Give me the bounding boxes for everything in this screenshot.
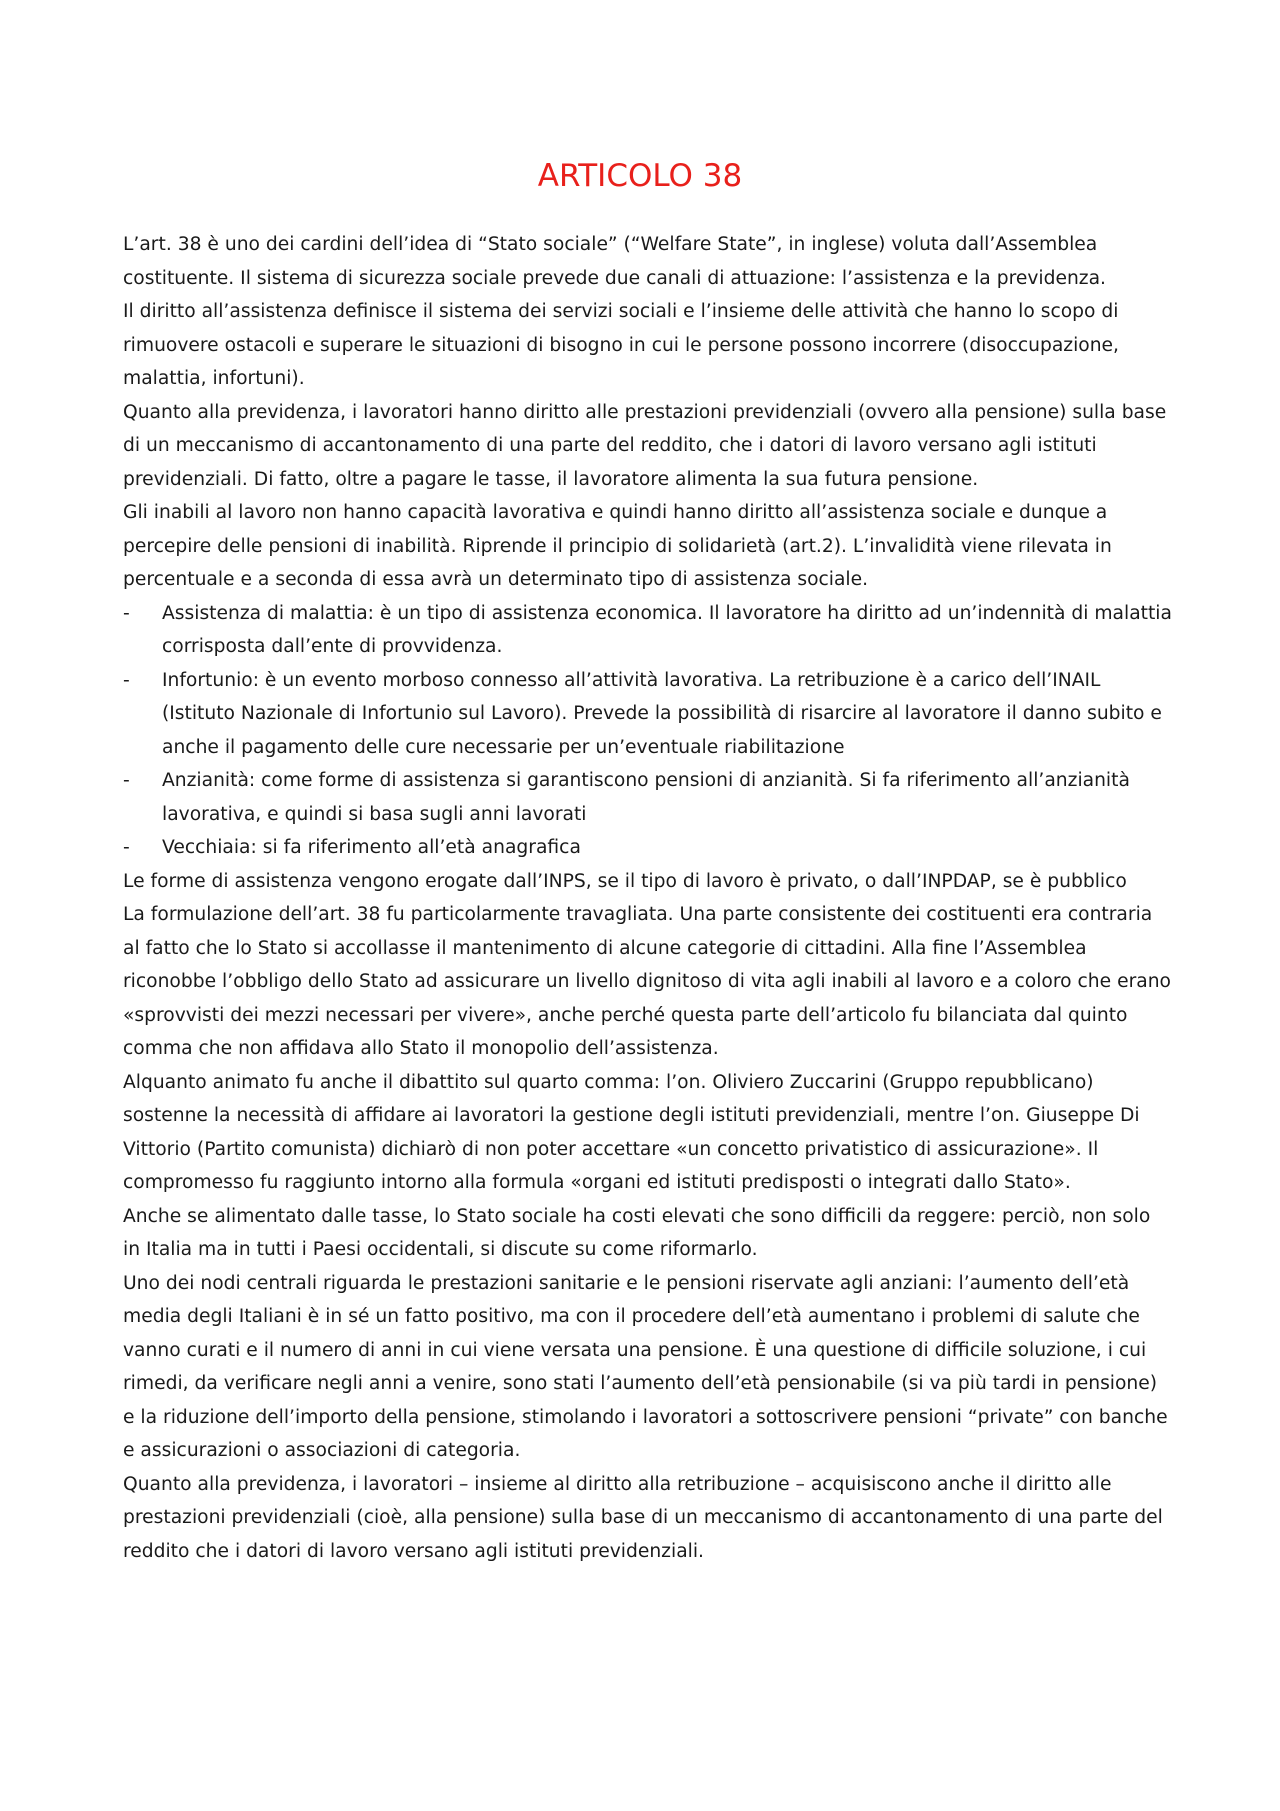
paragraph: Anche se alimentato dalle tasse, lo Stato sociale ha costi elevati che sono difficili da reggere: perciò, non solo in Italia ma in tutti i Paesi occidentali, si discute su come riformarlo.	[123, 1205, 1151, 1260]
list-item-text: Anzianità: come forme di assistenza si garantiscono pensioni di anzianità. Si fa riferimento all’anzianità lavorativa, e quindi si basa sugli anni lavorati	[162, 770, 1130, 825]
list-item-text: Vecchiaia: si fa riferimento all’età anagrafica	[162, 837, 581, 858]
paragraph: Quanto alla previdenza, i lavoratori hanno diritto alle prestazioni previdenziali (ovvero alla pensione) sulla base di un meccanismo di accantonamento di una parte del reddito, che i datori di lavoro versano agli istituti previdenziali. Di fatto, oltre a pagare le tasse, il lavoratore alimenta la sua futura pensione.	[123, 401, 1167, 490]
bullet-dash: -	[123, 770, 130, 791]
list-item	[123, 664, 1173, 765]
list-item	[123, 764, 1173, 831]
paragraph: Uno dei nodi centrali riguarda le prestazioni sanitarie e le pensioni riservate agli anziani: l’aumento dell’età media degli Italiani è in sé un fatto positivo, ma con il procedere dell’età aumentano i problemi di salute che vanno curati e il numero di anni in cui viene versata una pensione. È una questione di difficile soluzione, i cui rimedi, da verificare negli anni a venire, sono stati l’aumento dell’età pensionabile (si va più tardi in pensione) e la riduzione dell’importo della pensione, stimolando i lavoratori a sottoscrivere pensioni “private” con banche e assicurazioni o associazioni di categoria.	[123, 1272, 1168, 1461]
document-body	[123, 228, 1173, 1568]
page-title: ARTICOLO 38	[537, 158, 743, 194]
list-item	[123, 597, 1173, 664]
paragraph: Gli inabili al lavoro non hanno capacità lavorativa e quindi hanno diritto all’assistenza sociale e dunque a percepire delle pensioni di inabilità. Riprende il principio di solidarietà (art.2). L’invalidità viene rilevata in percentuale e a seconda di essa avrà un determinato tipo di assistenza sociale.	[123, 502, 1112, 590]
paragraph: Il diritto all’assistenza definisce il sistema dei servizi sociali e l’insieme delle attività che hanno lo scopo di rimuovere ostacoli e superare le situazioni di bisogno in cui le persone possono incorrere (disoccupazione, malattia, infortuni).	[123, 301, 1119, 389]
paragraph: La formulazione dell’art. 38 fu particolarmente travagliata. Una parte consistente dei costituenti era contraria al fatto che lo Stato si accollasse il mantenimento di alcune categorie di cittadini. Alla fine l’Assemblea riconobbe l’obbligo dello Stato ad assicurare un livello dignitoso di vita agli inabili al lavoro e a coloro che erano «sprovvisti dei mezzi necessari per vivere», anche perché questa parte dell’articolo fu bilanciata dal quinto comma che non affidava allo Stato il monopolio dell’assistenza.	[123, 904, 1171, 1059]
list-item-text: Assistenza di malattia: è un tipo di assistenza economica. Il lavoratore ha diritto ad un’indennità di malattia corrisposta dall’ente di provvidenza.	[162, 602, 1172, 657]
paragraph: Alquanto animato fu anche il dibattito sul quarto comma: l’on. Oliviero Zuccarini (Gruppo repubblicano) sostenne la necessità di affidare ai lavoratori la gestione degli istituti previdenziali, mentre l’on. Giuseppe Di Vittorio (Partito comunista) dichiarò di non poter accettare «un concetto privatistico di assicurazione». Il compromesso fu raggiunto intorno alla formula «organi ed istituti predisposti o integrati dallo Stato».	[123, 1071, 1140, 1193]
paragraph: L’art. 38 è uno dei cardini dell’idea di “Stato sociale” (“Welfare State”, in inglese) voluta dall’Assemblea costituente. Il sistema di sicurezza sociale prevede due canali di attuazione: l’assistenza e la previdenza.	[123, 234, 1106, 289]
bullet-dash: -	[123, 837, 130, 858]
paragraph: Le forme di assistenza vengono erogate dall’INPS, se il tipo di lavoro è privato, o dall’INPDAP, se è pubblico	[123, 870, 1127, 892]
bullet-dash: -	[123, 602, 130, 624]
paragraph: Quanto alla previdenza, i lavoratori – insieme al diritto alla retribuzione – acquisiscono anche il diritto alle prestazioni previdenziali (cioè, alla pensione) sulla base di un meccanismo di accantonamento di una parte del reddito che i datori di lavoro versano agli istituti previdenziali.	[123, 1473, 1163, 1562]
list-item	[123, 831, 1173, 865]
list-item-text: Infortunio: è un evento morboso connesso all’attività lavorativa. La retribuzione è a carico dell’INAIL (Istituto Nazionale di Infortunio sul Lavoro). Prevede la possibilità di risarcire al lavoratore il danno subito e anche il pagamento delle cure necessarie per un’eventuale riabilitazione	[162, 669, 1162, 758]
bullet-dash: -	[123, 669, 130, 691]
bullet-list	[123, 597, 1173, 865]
